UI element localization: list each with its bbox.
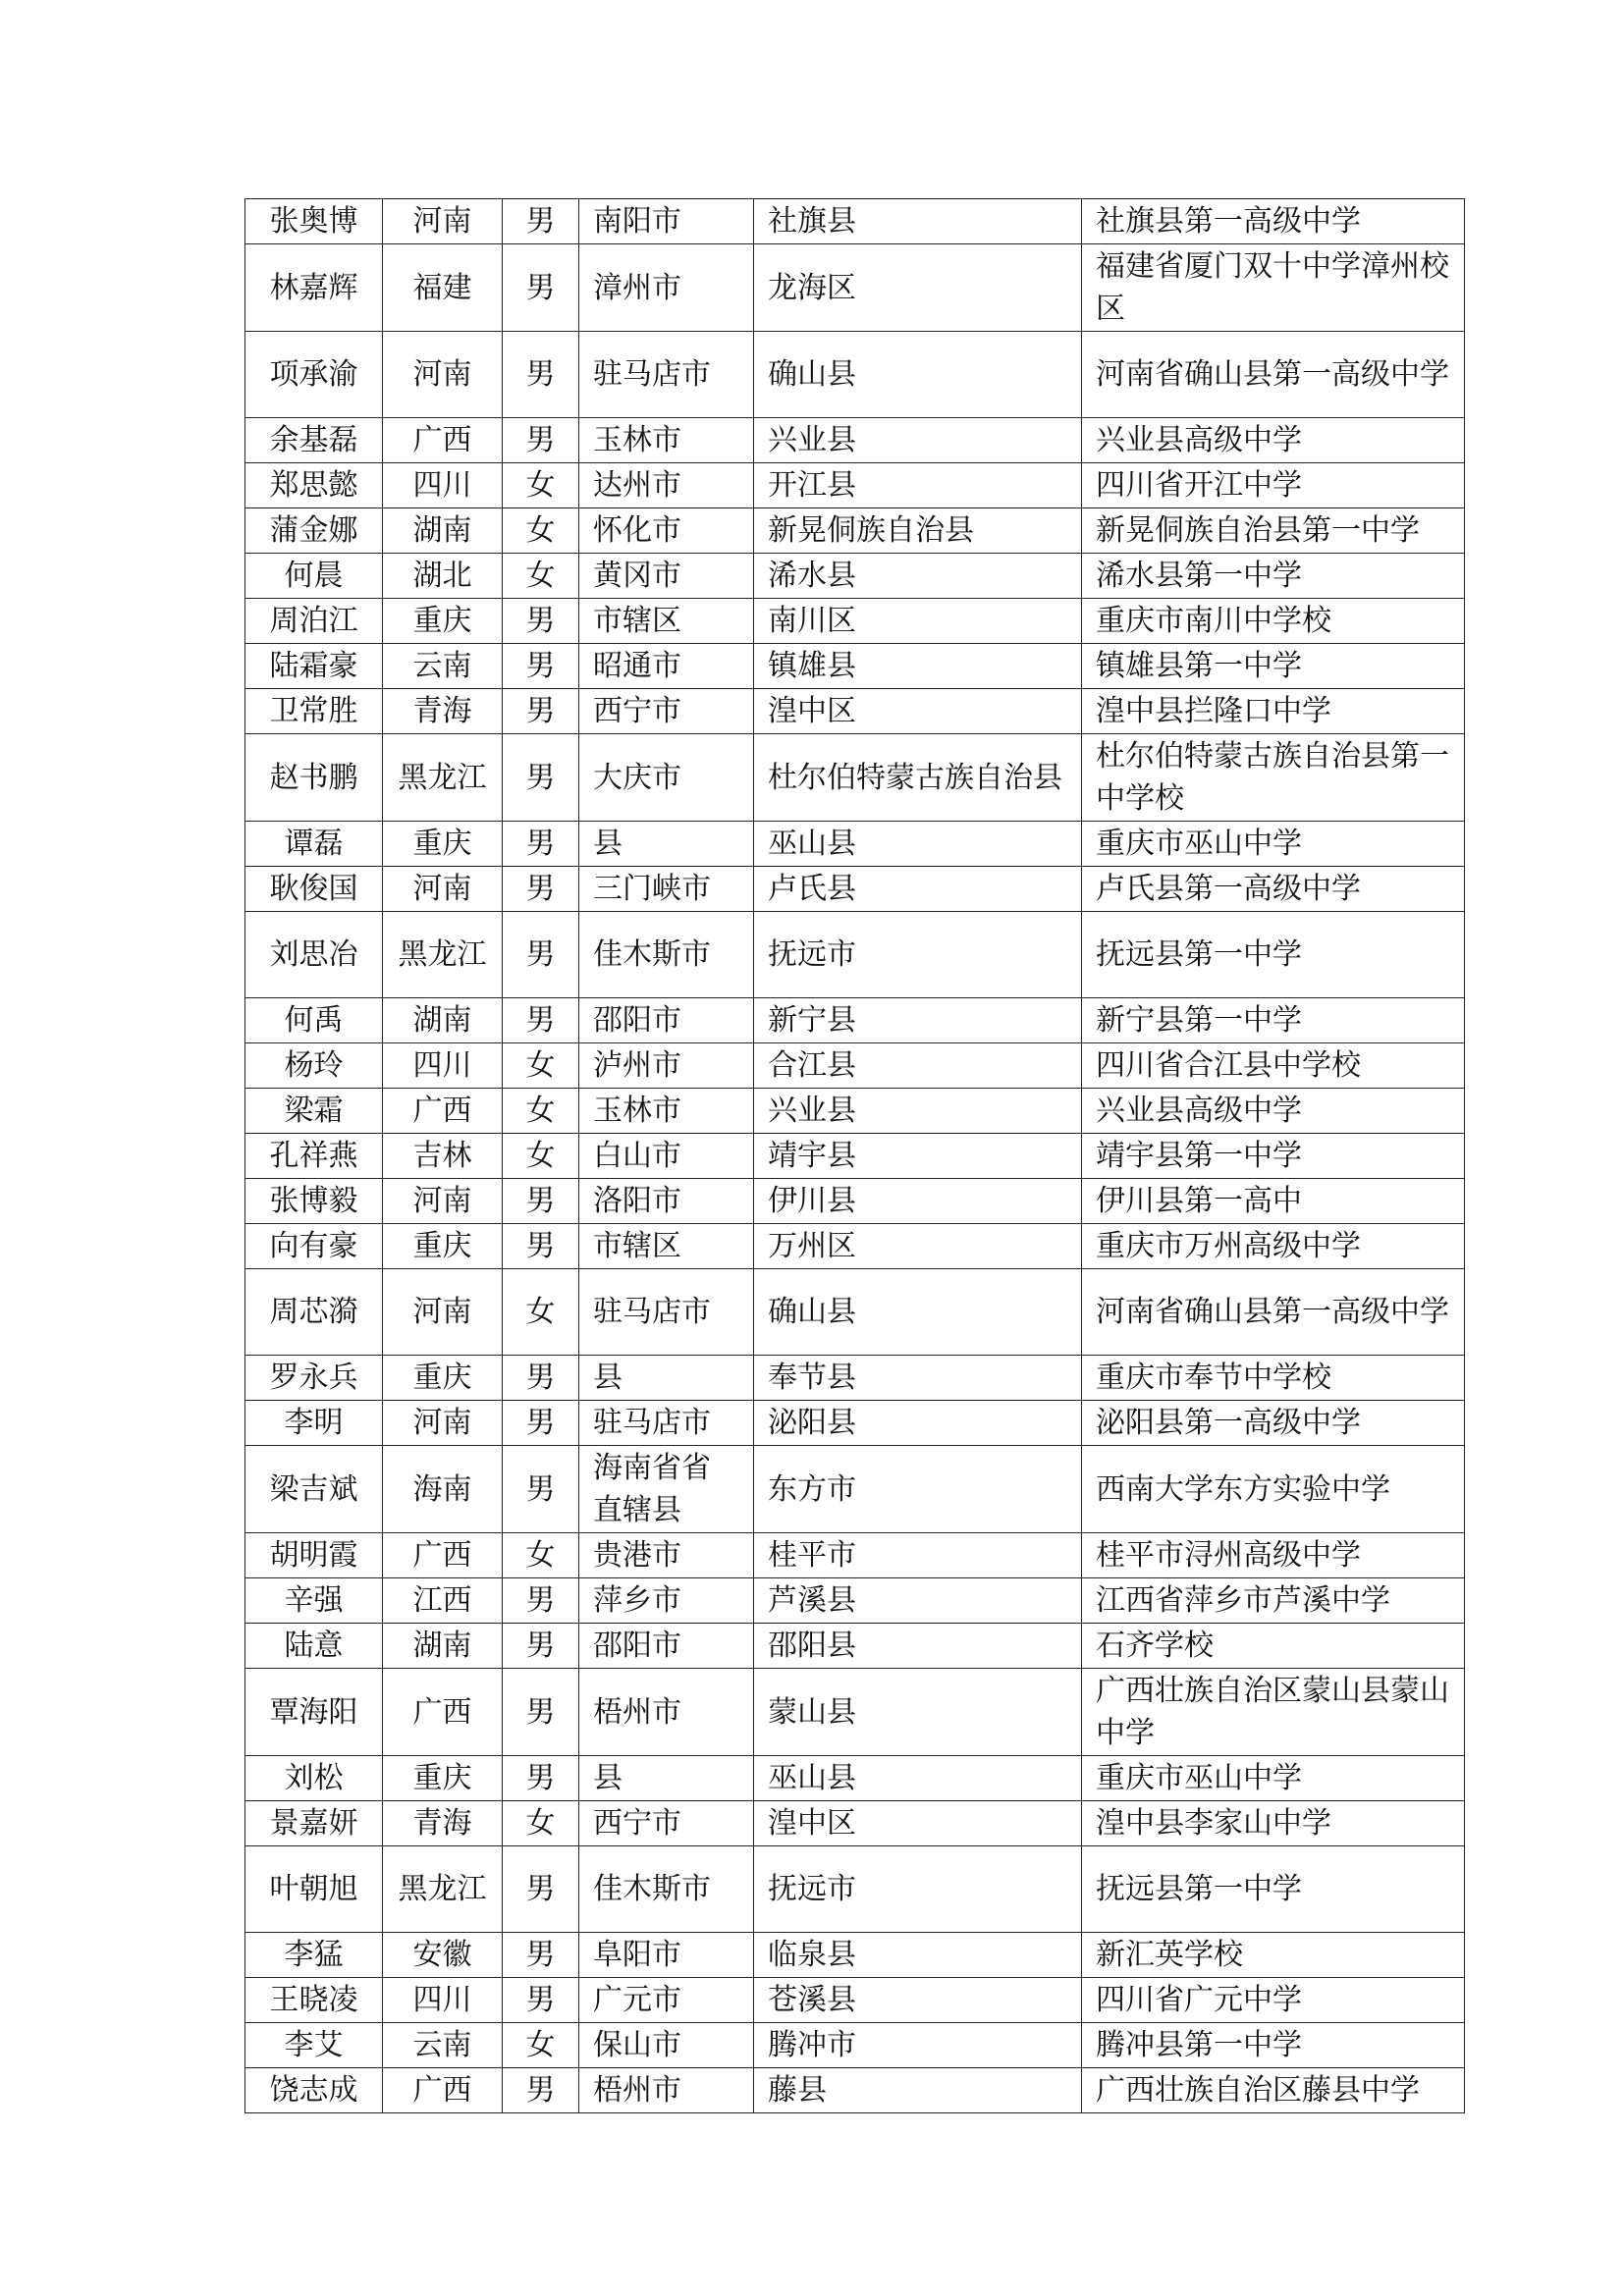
city-cell: 驻马店市: [579, 1269, 754, 1356]
county-cell: 兴业县: [754, 418, 1082, 463]
gender-cell: 男: [503, 199, 579, 244]
city-cell: 梧州市: [579, 1669, 754, 1756]
table-row: [245, 1933, 1465, 1978]
student-roster-table: [244, 198, 1465, 2113]
table-row: [245, 998, 1465, 1043]
province-cell: 青海: [383, 689, 503, 734]
table-row: [245, 2023, 1465, 2068]
province-cell: 黑龙江: [383, 912, 503, 998]
table-row: [245, 1624, 1465, 1669]
county-cell: 靖宇县: [754, 1134, 1082, 1179]
province-cell: 青海: [383, 1801, 503, 1846]
city-cell: 萍乡市: [579, 1578, 754, 1624]
gender-cell: 男: [503, 1224, 579, 1269]
table-row: [245, 554, 1465, 599]
province-cell: 海南: [383, 1446, 503, 1533]
table-row: [245, 1756, 1465, 1801]
city-cell: 黄冈市: [579, 554, 754, 599]
table-row: [245, 1578, 1465, 1624]
student-name-cell: 李明: [245, 1401, 383, 1446]
table-row: [245, 1089, 1465, 1134]
province-cell: 重庆: [383, 1756, 503, 1801]
student-name-cell: 胡明霞: [245, 1533, 383, 1578]
county-cell: 确山县: [754, 1269, 1082, 1356]
table-row: [245, 199, 1465, 244]
school-cell: 重庆市万州高级中学: [1082, 1224, 1465, 1269]
province-cell: 云南: [383, 644, 503, 689]
student-name-cell: 周泊江: [245, 599, 383, 644]
student-name-cell: 罗永兵: [245, 1356, 383, 1401]
table-row: [245, 599, 1465, 644]
student-name-cell: 孔祥燕: [245, 1134, 383, 1179]
city-cell: 西宁市: [579, 689, 754, 734]
school-cell: 河南省确山县第一高级中学: [1082, 332, 1465, 418]
student-name-cell: 林嘉辉: [245, 244, 383, 332]
city-cell: 梧州市: [579, 2068, 754, 2113]
school-cell: 伊川县第一高中: [1082, 1179, 1465, 1224]
gender-cell: 男: [503, 644, 579, 689]
city-cell: 洛阳市: [579, 1179, 754, 1224]
city-cell: 玉林市: [579, 1089, 754, 1134]
table-row: [245, 912, 1465, 998]
gender-cell: 男: [503, 418, 579, 463]
province-cell: 四川: [383, 1978, 503, 2023]
gender-cell: 男: [503, 1978, 579, 2023]
school-cell: 腾冲县第一中学: [1082, 2023, 1465, 2068]
county-cell: 开江县: [754, 463, 1082, 508]
province-cell: 黑龙江: [383, 734, 503, 822]
county-cell: 抚远市: [754, 1846, 1082, 1933]
city-cell: 南阳市: [579, 199, 754, 244]
province-cell: 河南: [383, 199, 503, 244]
province-cell: 广西: [383, 1533, 503, 1578]
province-cell: 广西: [383, 2068, 503, 2113]
school-cell: 泌阳县第一高级中学: [1082, 1401, 1465, 1446]
student-name-cell: 耿俊国: [245, 867, 383, 912]
student-name-cell: 叶朝旭: [245, 1846, 383, 1933]
gender-cell: 男: [503, 1933, 579, 1978]
county-cell: 确山县: [754, 332, 1082, 418]
student-name-cell: 蒲金娜: [245, 508, 383, 554]
county-cell: 新宁县: [754, 998, 1082, 1043]
city-cell: 泸州市: [579, 1043, 754, 1089]
student-name-cell: 杨玲: [245, 1043, 383, 1089]
province-cell: 湖南: [383, 998, 503, 1043]
table-row: [245, 1043, 1465, 1089]
county-cell: 龙海区: [754, 244, 1082, 332]
city-cell: 西宁市: [579, 1801, 754, 1846]
school-cell: 抚远县第一中学: [1082, 912, 1465, 998]
table-row: [245, 1669, 1465, 1756]
table-row: [245, 734, 1465, 822]
province-cell: 云南: [383, 2023, 503, 2068]
province-cell: 重庆: [383, 1356, 503, 1401]
table-row: [245, 1978, 1465, 2023]
student-name-cell: 何禹: [245, 998, 383, 1043]
school-cell: 重庆市南川中学校: [1082, 599, 1465, 644]
student-name-cell: 谭磊: [245, 822, 383, 867]
province-cell: 江西: [383, 1578, 503, 1624]
student-name-cell: 覃海阳: [245, 1669, 383, 1756]
school-cell: 新晃侗族自治县第一中学: [1082, 508, 1465, 554]
student-name-cell: 卫常胜: [245, 689, 383, 734]
gender-cell: 男: [503, 244, 579, 332]
school-cell: 重庆市巫山中学: [1082, 1756, 1465, 1801]
gender-cell: 男: [503, 912, 579, 998]
city-cell: 昭通市: [579, 644, 754, 689]
student-name-cell: 梁霜: [245, 1089, 383, 1134]
county-cell: 蒙山县: [754, 1669, 1082, 1756]
table-row: [245, 332, 1465, 418]
student-name-cell: 刘松: [245, 1756, 383, 1801]
city-cell: 县: [579, 1356, 754, 1401]
gender-cell: 男: [503, 599, 579, 644]
student-name-cell: 梁吉斌: [245, 1446, 383, 1533]
school-cell: 重庆市巫山中学: [1082, 822, 1465, 867]
city-cell: 市辖区: [579, 1224, 754, 1269]
school-cell: 杜尔伯特蒙古族自治县第一中学校: [1082, 734, 1465, 822]
province-cell: 河南: [383, 867, 503, 912]
province-cell: 广西: [383, 1089, 503, 1134]
gender-cell: 男: [503, 1624, 579, 1669]
school-cell: 四川省广元中学: [1082, 1978, 1465, 2023]
city-cell: 阜阳市: [579, 1933, 754, 1978]
province-cell: 河南: [383, 1269, 503, 1356]
county-cell: 藤县: [754, 2068, 1082, 2113]
city-cell: 白山市: [579, 1134, 754, 1179]
gender-cell: 男: [503, 2068, 579, 2113]
gender-cell: 男: [503, 1401, 579, 1446]
county-cell: 浠水县: [754, 554, 1082, 599]
city-cell: 海南省省直辖县: [579, 1446, 754, 1533]
school-cell: 石齐学校: [1082, 1624, 1465, 1669]
school-cell: 江西省萍乡市芦溪中学: [1082, 1578, 1465, 1624]
county-cell: 巫山县: [754, 822, 1082, 867]
gender-cell: 男: [503, 1578, 579, 1624]
student-name-cell: 景嘉妍: [245, 1801, 383, 1846]
school-cell: 重庆市奉节中学校: [1082, 1356, 1465, 1401]
province-cell: 广西: [383, 418, 503, 463]
gender-cell: 男: [503, 1356, 579, 1401]
city-cell: 广元市: [579, 1978, 754, 2023]
city-cell: 佳木斯市: [579, 1846, 754, 1933]
province-cell: 广西: [383, 1669, 503, 1756]
school-cell: 四川省开江中学: [1082, 463, 1465, 508]
province-cell: 四川: [383, 463, 503, 508]
county-cell: 苍溪县: [754, 1978, 1082, 2023]
county-cell: 奉节县: [754, 1356, 1082, 1401]
city-cell: 县: [579, 1756, 754, 1801]
gender-cell: 男: [503, 734, 579, 822]
table-row: [245, 2068, 1465, 2113]
student-name-cell: 陆意: [245, 1624, 383, 1669]
city-cell: 佳木斯市: [579, 912, 754, 998]
school-cell: 福建省厦门双十中学漳州校区: [1082, 244, 1465, 332]
school-cell: 湟中县拦隆口中学: [1082, 689, 1465, 734]
county-cell: 芦溪县: [754, 1578, 1082, 1624]
city-cell: 驻马店市: [579, 1401, 754, 1446]
county-cell: 临泉县: [754, 1933, 1082, 1978]
gender-cell: 女: [503, 1269, 579, 1356]
school-cell: 靖宇县第一中学: [1082, 1134, 1465, 1179]
province-cell: 重庆: [383, 599, 503, 644]
student-name-cell: 向有豪: [245, 1224, 383, 1269]
county-cell: 兴业县: [754, 1089, 1082, 1134]
county-cell: 巫山县: [754, 1756, 1082, 1801]
student-name-cell: 陆霜豪: [245, 644, 383, 689]
school-cell: 四川省合江县中学校: [1082, 1043, 1465, 1089]
table-row: [245, 1356, 1465, 1401]
table-row: [245, 867, 1465, 912]
county-cell: 邵阳县: [754, 1624, 1082, 1669]
gender-cell: 女: [503, 1134, 579, 1179]
gender-cell: 女: [503, 1533, 579, 1578]
county-cell: 泌阳县: [754, 1401, 1082, 1446]
table-row: [245, 1134, 1465, 1179]
school-cell: 桂平市浔州高级中学: [1082, 1533, 1465, 1578]
gender-cell: 男: [503, 332, 579, 418]
province-cell: 重庆: [383, 1224, 503, 1269]
table-row: [245, 1846, 1465, 1933]
school-cell: 新汇英学校: [1082, 1933, 1465, 1978]
county-cell: 伊川县: [754, 1179, 1082, 1224]
county-cell: 新晃侗族自治县: [754, 508, 1082, 554]
table-row: [245, 822, 1465, 867]
gender-cell: 女: [503, 1043, 579, 1089]
county-cell: 镇雄县: [754, 644, 1082, 689]
gender-cell: 女: [503, 554, 579, 599]
school-cell: 新宁县第一中学: [1082, 998, 1465, 1043]
table-row: [245, 1224, 1465, 1269]
gender-cell: 男: [503, 867, 579, 912]
gender-cell: 男: [503, 1179, 579, 1224]
city-cell: 怀化市: [579, 508, 754, 554]
school-cell: 抚远县第一中学: [1082, 1846, 1465, 1933]
city-cell: 大庆市: [579, 734, 754, 822]
school-cell: 河南省确山县第一高级中学: [1082, 1269, 1465, 1356]
table-row: [245, 418, 1465, 463]
province-cell: 吉林: [383, 1134, 503, 1179]
table-row: [245, 1269, 1465, 1356]
school-cell: 兴业县高级中学: [1082, 1089, 1465, 1134]
county-cell: 湟中区: [754, 689, 1082, 734]
county-cell: 南川区: [754, 599, 1082, 644]
gender-cell: 男: [503, 1846, 579, 1933]
table-row: [245, 1801, 1465, 1846]
county-cell: 合江县: [754, 1043, 1082, 1089]
gender-cell: 女: [503, 1801, 579, 1846]
city-cell: 玉林市: [579, 418, 754, 463]
student-name-cell: 赵书鹏: [245, 734, 383, 822]
table-row: [245, 1446, 1465, 1533]
gender-cell: 男: [503, 998, 579, 1043]
table-row: [245, 1533, 1465, 1578]
province-cell: 黑龙江: [383, 1846, 503, 1933]
student-name-cell: 张博毅: [245, 1179, 383, 1224]
county-cell: 抚远市: [754, 912, 1082, 998]
city-cell: 漳州市: [579, 244, 754, 332]
city-cell: 驻马店市: [579, 332, 754, 418]
county-cell: 万州区: [754, 1224, 1082, 1269]
school-cell: 浠水县第一中学: [1082, 554, 1465, 599]
student-name-cell: 饶志成: [245, 2068, 383, 2113]
county-cell: 桂平市: [754, 1533, 1082, 1578]
school-cell: 广西壮族自治区蒙山县蒙山中学: [1082, 1669, 1465, 1756]
student-name-cell: 李猛: [245, 1933, 383, 1978]
city-cell: 达州市: [579, 463, 754, 508]
gender-cell: 女: [503, 2023, 579, 2068]
table-row: [245, 508, 1465, 554]
table-row: [245, 689, 1465, 734]
county-cell: 湟中区: [754, 1801, 1082, 1846]
province-cell: 河南: [383, 332, 503, 418]
table-row: [245, 244, 1465, 332]
table-row: [245, 1179, 1465, 1224]
school-cell: 社旗县第一高级中学: [1082, 199, 1465, 244]
gender-cell: 男: [503, 689, 579, 734]
city-cell: 贵港市: [579, 1533, 754, 1578]
province-cell: 湖南: [383, 1624, 503, 1669]
school-cell: 镇雄县第一中学: [1082, 644, 1465, 689]
county-cell: 社旗县: [754, 199, 1082, 244]
school-cell: 兴业县高级中学: [1082, 418, 1465, 463]
city-cell: 邵阳市: [579, 1624, 754, 1669]
county-cell: 杜尔伯特蒙古族自治县: [754, 734, 1082, 822]
gender-cell: 男: [503, 1446, 579, 1533]
school-cell: 西南大学东方实验中学: [1082, 1446, 1465, 1533]
province-cell: 湖南: [383, 508, 503, 554]
county-cell: 腾冲市: [754, 2023, 1082, 2068]
roster-body: [245, 199, 1465, 2113]
city-cell: 县: [579, 822, 754, 867]
city-cell: 三门峡市: [579, 867, 754, 912]
province-cell: 河南: [383, 1179, 503, 1224]
gender-cell: 男: [503, 822, 579, 867]
gender-cell: 男: [503, 1756, 579, 1801]
province-cell: 四川: [383, 1043, 503, 1089]
city-cell: 邵阳市: [579, 998, 754, 1043]
school-cell: 湟中县李家山中学: [1082, 1801, 1465, 1846]
gender-cell: 女: [503, 463, 579, 508]
student-name-cell: 辛强: [245, 1578, 383, 1624]
student-name-cell: 王晓凌: [245, 1978, 383, 2023]
student-name-cell: 张奥博: [245, 199, 383, 244]
province-cell: 安徽: [383, 1933, 503, 1978]
county-cell: 东方市: [754, 1446, 1082, 1533]
student-name-cell: 余基磊: [245, 418, 383, 463]
province-cell: 河南: [383, 1401, 503, 1446]
table-row: [245, 644, 1465, 689]
student-name-cell: 项承渝: [245, 332, 383, 418]
gender-cell: 男: [503, 1669, 579, 1756]
county-cell: 卢氏县: [754, 867, 1082, 912]
city-cell: 保山市: [579, 2023, 754, 2068]
province-cell: 重庆: [383, 822, 503, 867]
school-cell: 卢氏县第一高级中学: [1082, 867, 1465, 912]
student-name-cell: 郑思懿: [245, 463, 383, 508]
student-name-cell: 周芯漪: [245, 1269, 383, 1356]
student-name-cell: 刘思冶: [245, 912, 383, 998]
province-cell: 福建: [383, 244, 503, 332]
school-cell: 广西壮族自治区藤县中学: [1082, 2068, 1465, 2113]
gender-cell: 女: [503, 508, 579, 554]
table-row: [245, 1401, 1465, 1446]
table-row: [245, 463, 1465, 508]
gender-cell: 女: [503, 1089, 579, 1134]
student-name-cell: 何晨: [245, 554, 383, 599]
city-cell: 市辖区: [579, 599, 754, 644]
student-name-cell: 李艾: [245, 2023, 383, 2068]
province-cell: 湖北: [383, 554, 503, 599]
